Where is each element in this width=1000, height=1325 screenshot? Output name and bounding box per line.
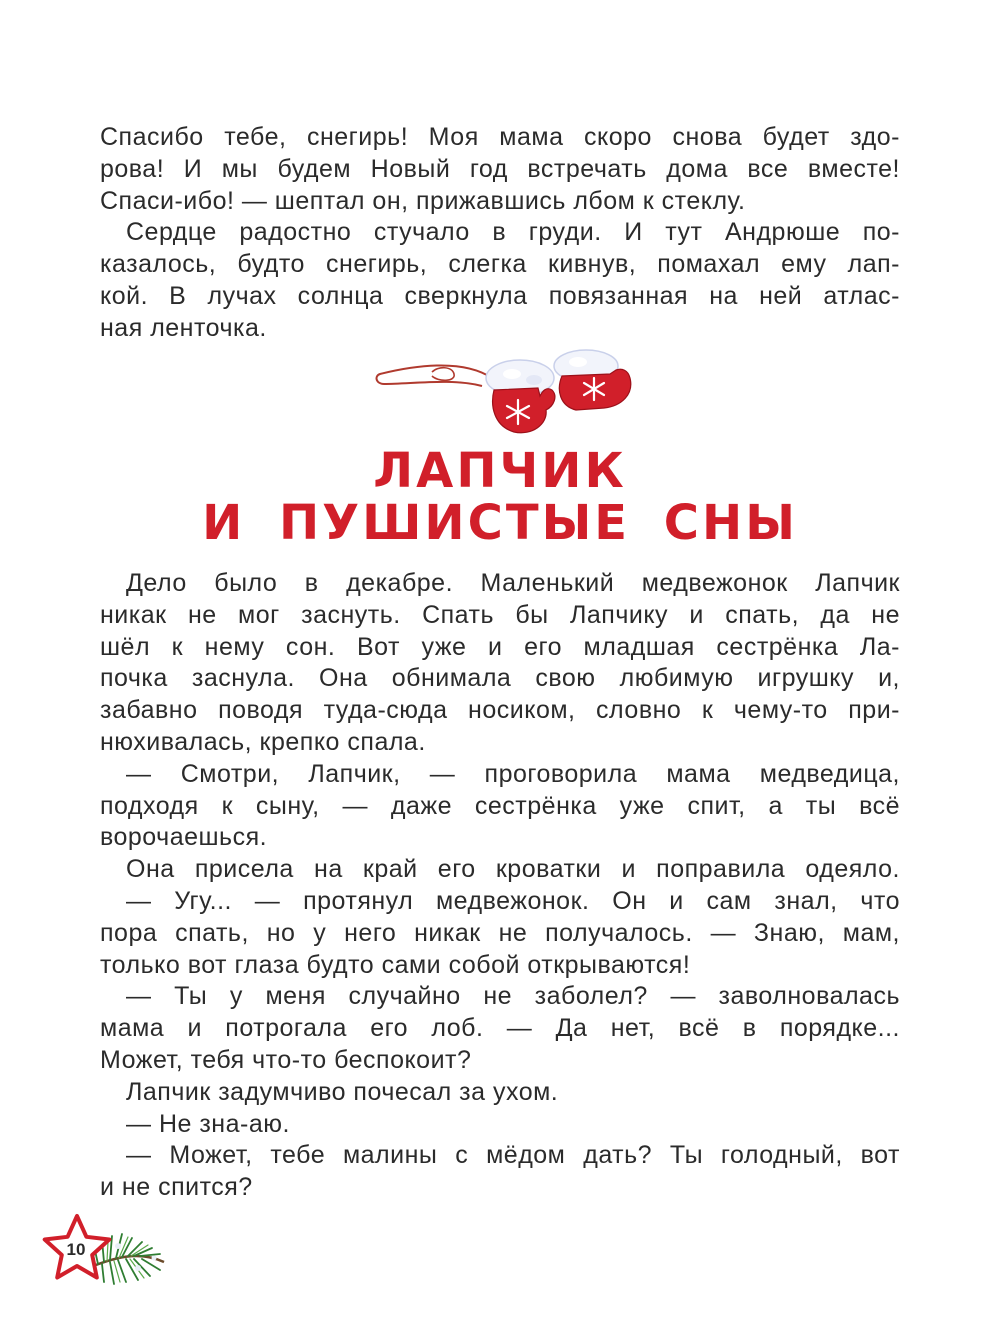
text-line: никак не мог заснуть. Спать бы Лапчику и спать, да не [100, 600, 900, 629]
text-line: Спаси-ибо! — шептал он, прижавшись лбом к стеклу. [100, 186, 746, 215]
left-mitten [486, 360, 555, 433]
text-line: казалось, будто снегирь, слегка кивнув, помахал ему лап- [100, 250, 900, 279]
text-line: только вот глаза будто сами собой открываются! [100, 950, 691, 979]
text-line: — Ты у меня случайно не заболел? — заволновалась [126, 982, 900, 1011]
story-title-line-1: ЛАПЧИК [373, 443, 627, 499]
text-line: Она присела на край его кроватки и поправила одеяло. [126, 855, 900, 884]
right-mitten [554, 350, 631, 410]
text-line: Сердце радостно стучало в груди. И тут Андрюше по- [126, 218, 900, 247]
second-paragraph [100, 217, 900, 344]
text-line: нюхивалась, крепко спала. [100, 727, 426, 756]
text-line: — Смотри, Лапчик, — проговорила мама медведица, [126, 759, 900, 788]
text-line: Спасибо тебе, снегирь! Моя мама скоро снова будет здо- [100, 123, 900, 151]
text-line: Может, тебя что-то беспокоит? [100, 1045, 472, 1074]
page-number: 10 [66, 1240, 86, 1259]
mitten-string [377, 365, 492, 386]
text-line: подходя к сыну, — даже сестрёнка уже спит, а ты всё [100, 791, 900, 820]
text-line: — Может, тебе малины с мёдом дать? Ты голодный, вот [126, 1141, 900, 1170]
story-body [100, 568, 900, 1204]
text-line: Дело было в декабре. Маленький медвежонок Лапчик [126, 569, 900, 597]
text-line: и не спится? [100, 1173, 253, 1202]
text-line: рова! И мы будем Новый год встречать дома все вместе! [100, 154, 900, 183]
text-line: почка заснула. Она обнимала свою любимую игрушку и, [100, 664, 900, 693]
text-line: ная ленточка. [100, 313, 267, 342]
text-line: — Не зна-аю. [126, 1109, 290, 1138]
text-line: забавно поводя туда-сюда носиком, словно к чему-то при- [100, 696, 900, 725]
text-line: ворочаешься. [100, 823, 268, 852]
text-line: пора спать, но у него никак не получалось. — Знаю, мам, [100, 918, 900, 947]
text-line: Лапчик задумчиво почесал за ухом. [126, 1077, 559, 1106]
story-title-line-2: И ПУШИСТЫЕ СНЫ [202, 495, 798, 551]
mittens-icon [372, 348, 638, 438]
text-line: шёл к нему сон. Вот уже и его младшая сестрёнка Ла- [100, 632, 900, 661]
text-line: кой. В лучах солнца сверкнула повязанная на ней атлас- [100, 281, 900, 310]
text-line: мама и потрогала его лоб. — Да нет, всё в порядке... [100, 1014, 900, 1043]
text-line: — Угу... — протянул медвежонок. Он и сам знал, что [126, 886, 900, 915]
intro-paragraph [100, 122, 900, 217]
